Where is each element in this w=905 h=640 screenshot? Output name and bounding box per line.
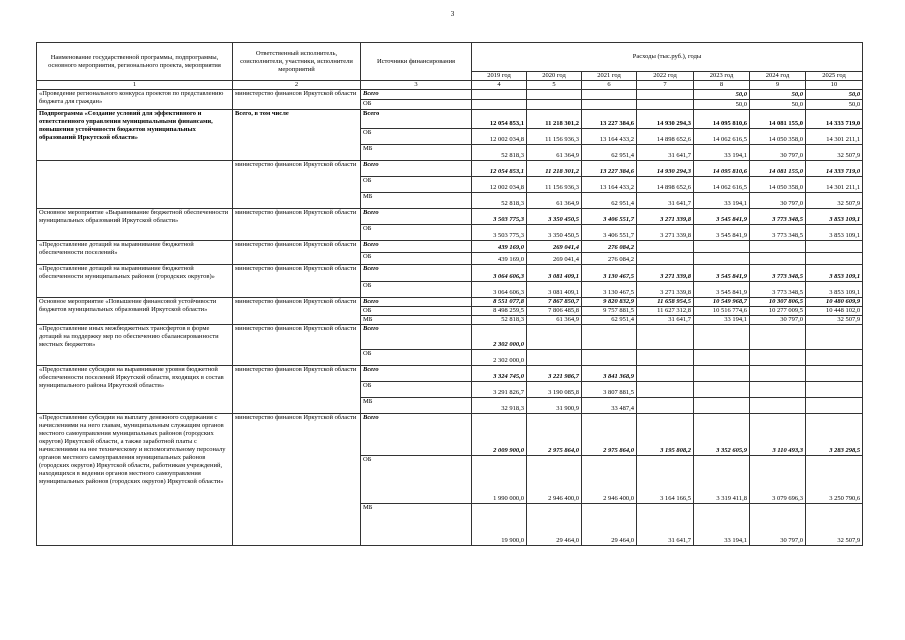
row-value-cell <box>694 241 750 253</box>
row-value-cell: 3 271 339,8 <box>637 225 694 241</box>
row-value-cell: 13 164 433,2 <box>582 177 637 193</box>
header-year: 2024 год <box>750 72 806 81</box>
header-source: Источники финансирования <box>361 43 472 81</box>
row-source-cell: ОБ <box>361 382 472 398</box>
row-value-cell: 10 307 806,5 <box>750 298 806 307</box>
row-value-cell <box>750 350 806 366</box>
row-value-cell: 32 507,9 <box>806 145 863 161</box>
header-index: 7 <box>637 81 694 90</box>
row-value-cell: 3 130 467,5 <box>582 282 637 298</box>
header-expenses: Расходы (тыс.руб.), годы <box>472 43 863 72</box>
row-value-cell: 276 084,2 <box>582 241 637 253</box>
row-value-cell: 8 551 077,8 <box>472 298 527 307</box>
table-row <box>37 209 863 225</box>
header-year: 2025 год <box>806 72 863 81</box>
row-value-cell <box>637 366 694 382</box>
row-value-cell: 29 464,0 <box>582 504 637 546</box>
row-executor-cell: министерство финансов Иркутской области <box>233 414 361 546</box>
header-index: 6 <box>582 81 637 90</box>
row-value-cell: 9 757 881,5 <box>582 307 637 316</box>
row-value-cell: 14 095 810,6 <box>694 161 750 177</box>
row-value-cell: 2 009 900,0 <box>472 414 527 456</box>
row-value-cell: 33 194,1 <box>694 316 750 325</box>
header-year: 2023 год <box>694 72 750 81</box>
header-index: 3 <box>361 81 472 90</box>
row-executor-cell: Всего, в том числе <box>233 110 361 161</box>
row-executor-cell: министерство финансов Иркутской области <box>233 161 361 209</box>
row-value-cell: 33 194,1 <box>694 193 750 209</box>
table-row <box>37 110 863 129</box>
row-value-cell <box>750 366 806 382</box>
row-name-cell: «Предоставление субсидии на выравнивание уровня бюджетной обеспеченности поселений Иркутской области, входящих в состав муниципального района Иркутской области» <box>37 366 233 414</box>
row-value-cell: 32 507,9 <box>806 193 863 209</box>
financing-table <box>36 42 863 546</box>
row-value-cell: 2 975 864,0 <box>582 414 637 456</box>
row-value-cell: 19 900,0 <box>472 504 527 546</box>
row-value-cell <box>694 398 750 414</box>
row-value-cell: 14 050 358,0 <box>750 129 806 145</box>
row-value-cell: 3 841 368,9 <box>582 366 637 382</box>
row-value-cell: 14 081 155,0 <box>750 110 806 129</box>
row-value-cell: 3 807 881,5 <box>582 382 637 398</box>
row-value-cell: 3 853 109,1 <box>806 225 863 241</box>
row-value-cell: 3 853 109,1 <box>806 265 863 282</box>
row-value-cell: 32 918,3 <box>472 398 527 414</box>
row-value-cell: 13 164 433,2 <box>582 129 637 145</box>
row-value-cell: 14 081 155,0 <box>750 161 806 177</box>
row-value-cell: 269 041,4 <box>527 241 582 253</box>
row-value-cell: 61 364,9 <box>527 145 582 161</box>
row-source-cell: ОБ <box>361 282 472 298</box>
header-name: Наименование государственной программы, подпрограммы, основного мероприятия, регионального проекта, мероприятия <box>37 43 233 81</box>
row-value-cell: 3 545 841,9 <box>694 225 750 241</box>
row-value-cell: 30 797,0 <box>750 193 806 209</box>
row-value-cell: 3 081 409,1 <box>527 265 582 282</box>
header-index-row <box>37 81 863 90</box>
row-value-cell: 12 054 853,1 <box>472 161 527 177</box>
row-name-cell: Основное мероприятие «Выравнивание бюджетной обеспеченности муниципальных образований Иркутской области» <box>37 209 233 241</box>
row-value-cell <box>806 382 863 398</box>
row-value-cell: 31 641,7 <box>637 193 694 209</box>
header-year: 2020 год <box>527 72 582 81</box>
row-source-cell: МБ <box>361 145 472 161</box>
row-value-cell: 3 283 298,5 <box>806 414 863 456</box>
row-value-cell <box>806 366 863 382</box>
row-value-cell <box>806 350 863 366</box>
row-value-cell: 3 271 339,8 <box>637 265 694 282</box>
row-value-cell: 11 156 936,3 <box>527 129 582 145</box>
row-value-cell: 3 773 348,5 <box>750 209 806 225</box>
row-source-cell: ОБ <box>361 177 472 193</box>
row-value-cell: 3 271 339,8 <box>637 209 694 225</box>
row-value-cell: 11 156 936,3 <box>527 177 582 193</box>
row-value-cell <box>637 241 694 253</box>
header-year: 2022 год <box>637 72 694 81</box>
row-value-cell: 14 333 719,0 <box>806 110 863 129</box>
row-source-cell: МБ <box>361 193 472 209</box>
row-value-cell: 3 079 696,3 <box>750 456 806 504</box>
row-value-cell: 3 164 166,5 <box>637 456 694 504</box>
row-value-cell: 33 194,1 <box>694 504 750 546</box>
row-value-cell <box>637 100 694 110</box>
row-value-cell: 2 302 000,0 <box>472 350 527 366</box>
row-value-cell: 12 002 034,8 <box>472 177 527 193</box>
row-value-cell <box>527 325 582 350</box>
row-value-cell: 3 773 348,5 <box>750 265 806 282</box>
row-value-cell <box>806 325 863 350</box>
row-source-cell: ОБ <box>361 307 472 316</box>
row-source-cell: Всего <box>361 110 472 129</box>
row-value-cell <box>750 398 806 414</box>
row-source-cell: Всего <box>361 209 472 225</box>
row-value-cell <box>806 253 863 265</box>
row-value-cell: 52 818,3 <box>472 193 527 209</box>
row-value-cell <box>472 90 527 100</box>
table-row <box>37 366 863 382</box>
row-value-cell: 10 480 609,9 <box>806 298 863 307</box>
row-value-cell: 8 498 259,5 <box>472 307 527 316</box>
row-value-cell: 14 062 616,5 <box>694 177 750 193</box>
financing-table-wrap <box>36 42 862 546</box>
row-value-cell: 3 773 348,5 <box>750 225 806 241</box>
row-value-cell: 32 507,9 <box>806 316 863 325</box>
table-row <box>37 298 863 307</box>
row-value-cell: 2 946 400,0 <box>582 456 637 504</box>
row-value-cell: 3 064 606,3 <box>472 265 527 282</box>
row-value-cell: 2 975 864,0 <box>527 414 582 456</box>
row-name-cell: «Предоставление дотаций на выравнивание бюджетной обеспеченности поселений» <box>37 241 233 265</box>
row-value-cell <box>750 241 806 253</box>
row-value-cell: 30 797,0 <box>750 316 806 325</box>
row-value-cell: 2 302 000,0 <box>472 325 527 350</box>
row-value-cell: 3 250 790,6 <box>806 456 863 504</box>
row-value-cell: 30 797,0 <box>750 145 806 161</box>
row-value-cell <box>637 253 694 265</box>
row-value-cell <box>637 398 694 414</box>
row-value-cell: 3 195 808,2 <box>637 414 694 456</box>
row-value-cell: 50,0 <box>694 100 750 110</box>
row-value-cell: 50,0 <box>806 90 863 100</box>
row-value-cell: 62 951,4 <box>582 193 637 209</box>
row-value-cell: 30 797,0 <box>750 504 806 546</box>
table-body <box>37 90 863 546</box>
row-value-cell: 14 930 294,3 <box>637 110 694 129</box>
row-value-cell: 439 169,0 <box>472 241 527 253</box>
row-value-cell: 14 095 810,6 <box>694 110 750 129</box>
row-value-cell: 3 190 085,8 <box>527 382 582 398</box>
row-value-cell: 33 487,4 <box>582 398 637 414</box>
table-row <box>37 90 863 100</box>
row-value-cell: 10 448 102,0 <box>806 307 863 316</box>
row-name-cell: «Проведение регионального конкурса проектов по представлению бюджета для граждан» <box>37 90 233 110</box>
header-index: 4 <box>472 81 527 90</box>
row-value-cell: 14 930 294,3 <box>637 161 694 177</box>
row-value-cell: 14 898 652,6 <box>637 129 694 145</box>
row-value-cell: 439 169,0 <box>472 253 527 265</box>
row-value-cell: 13 227 384,6 <box>582 161 637 177</box>
row-value-cell: 276 084,2 <box>582 253 637 265</box>
row-value-cell: 3 853 109,1 <box>806 282 863 298</box>
row-source-cell: Всего <box>361 414 472 456</box>
row-value-cell <box>582 350 637 366</box>
row-value-cell <box>694 366 750 382</box>
row-value-cell <box>527 350 582 366</box>
row-value-cell <box>694 382 750 398</box>
row-value-cell: 12 054 853,1 <box>472 110 527 129</box>
row-executor-cell: министерство финансов Иркутской области <box>233 209 361 241</box>
row-source-cell: Всего <box>361 90 472 100</box>
row-value-cell: 7 867 850,7 <box>527 298 582 307</box>
row-value-cell: 52 818,3 <box>472 316 527 325</box>
row-value-cell: 2 946 400,0 <box>527 456 582 504</box>
row-value-cell <box>637 350 694 366</box>
row-executor-cell: министерство финансов Иркутской области <box>233 265 361 298</box>
row-value-cell: 3 221 986,7 <box>527 366 582 382</box>
header-index: 8 <box>694 81 750 90</box>
header-year: 2019 год <box>472 72 527 81</box>
row-source-cell: Всего <box>361 241 472 253</box>
row-source-cell: ОБ <box>361 225 472 241</box>
row-value-cell <box>637 382 694 398</box>
row-value-cell <box>637 90 694 100</box>
row-value-cell: 3 350 450,5 <box>527 209 582 225</box>
row-value-cell: 11 658 954,5 <box>637 298 694 307</box>
row-value-cell: 61 364,9 <box>527 316 582 325</box>
table-row <box>37 241 863 253</box>
row-value-cell <box>527 90 582 100</box>
row-value-cell: 3 406 551,7 <box>582 209 637 225</box>
header-index: 1 <box>37 81 233 90</box>
row-source-cell: МБ <box>361 316 472 325</box>
row-value-cell: 269 041,4 <box>527 253 582 265</box>
row-executor-cell: министерство финансов Иркутской области <box>233 241 361 265</box>
row-value-cell: 9 820 832,9 <box>582 298 637 307</box>
row-value-cell: 3 545 841,9 <box>694 282 750 298</box>
row-source-cell: МБ <box>361 504 472 546</box>
header-index: 2 <box>233 81 361 90</box>
row-value-cell: 3 110 493,3 <box>750 414 806 456</box>
row-value-cell: 61 364,9 <box>527 193 582 209</box>
table-row <box>37 325 863 350</box>
row-value-cell: 31 641,7 <box>637 316 694 325</box>
row-value-cell: 10 516 774,6 <box>694 307 750 316</box>
row-value-cell: 29 464,0 <box>527 504 582 546</box>
row-value-cell: 14 333 719,0 <box>806 161 863 177</box>
row-value-cell: 3 503 775,3 <box>472 209 527 225</box>
row-value-cell <box>694 350 750 366</box>
row-value-cell: 62 951,4 <box>582 316 637 325</box>
row-value-cell: 3 271 339,8 <box>637 282 694 298</box>
row-value-cell: 14 301 211,1 <box>806 129 863 145</box>
row-name-cell: «Предоставление иных межбюджетных трансфертов в форме дотаций на поддержку мер по обеспечению сбалансированности местных бюджетов» <box>37 325 233 366</box>
table-row <box>37 265 863 282</box>
row-value-cell: 14 898 652,6 <box>637 177 694 193</box>
row-executor-cell: министерство финансов Иркутской области <box>233 90 361 110</box>
row-name-cell: «Предоставление субсидии на выплату денежного содержания с начислениями на него главам, муниципальным служащим органов местного самоуправления муниципальных районов (городских округов) Иркутской области, а также заработной платы с начислениями на нее техническому и вспомогательному персоналу органов местного самоуправления муниципальных районов (городских округов) Иркутской области, работникам учреждений, находящихся в ведении органов местного самоуправления муниципальных районов (городских округов) Иркутской области» <box>37 414 233 546</box>
row-value-cell: 10 277 009,5 <box>750 307 806 316</box>
row-value-cell <box>694 253 750 265</box>
row-value-cell: 32 507,9 <box>806 504 863 546</box>
row-source-cell: ОБ <box>361 253 472 265</box>
row-value-cell <box>750 325 806 350</box>
row-source-cell: Всего <box>361 325 472 350</box>
row-value-cell: 11 218 301,2 <box>527 161 582 177</box>
row-value-cell: 50,0 <box>750 90 806 100</box>
row-value-cell: 3 291 826,7 <box>472 382 527 398</box>
row-value-cell: 11 218 301,2 <box>527 110 582 129</box>
header-year: 2021 год <box>582 72 637 81</box>
row-value-cell <box>637 325 694 350</box>
row-value-cell: 3 350 450,5 <box>527 225 582 241</box>
row-value-cell: 3 064 606,3 <box>472 282 527 298</box>
row-value-cell: 3 503 775,3 <box>472 225 527 241</box>
row-value-cell: 3 324 745,0 <box>472 366 527 382</box>
row-value-cell <box>806 398 863 414</box>
row-value-cell: 3 406 551,7 <box>582 225 637 241</box>
row-value-cell: 14 301 211,1 <box>806 177 863 193</box>
row-value-cell: 11 627 312,8 <box>637 307 694 316</box>
header-index: 9 <box>750 81 806 90</box>
row-value-cell <box>582 100 637 110</box>
row-value-cell: 7 806 485,8 <box>527 307 582 316</box>
row-value-cell: 50,0 <box>806 100 863 110</box>
row-value-cell <box>582 90 637 100</box>
row-name-cell: Основное мероприятие «Повышение финансовой устойчивости бюджетов муниципальных образований Иркутской области» <box>37 298 233 325</box>
row-value-cell: 3 545 841,9 <box>694 209 750 225</box>
row-source-cell: ОБ <box>361 350 472 366</box>
row-source-cell: Всего <box>361 298 472 307</box>
row-source-cell: Всего <box>361 366 472 382</box>
row-source-cell: ОБ <box>361 456 472 504</box>
row-source-cell: Всего <box>361 265 472 282</box>
row-value-cell: 62 951,4 <box>582 145 637 161</box>
row-value-cell <box>750 382 806 398</box>
row-value-cell: 14 050 358,0 <box>750 177 806 193</box>
row-value-cell <box>694 325 750 350</box>
row-executor-cell: министерство финансов Иркутской области <box>233 366 361 414</box>
row-value-cell: 1 990 000,0 <box>472 456 527 504</box>
row-value-cell: 52 818,3 <box>472 145 527 161</box>
row-value-cell: 3 081 409,1 <box>527 282 582 298</box>
row-value-cell: 31 900,9 <box>527 398 582 414</box>
row-value-cell <box>806 241 863 253</box>
header-executor: Ответственный исполнитель, соисполнители, участники, исполнители мероприятий <box>233 43 361 81</box>
row-name-cell <box>37 161 233 209</box>
row-value-cell: 13 227 384,6 <box>582 110 637 129</box>
row-value-cell: 14 062 616,5 <box>694 129 750 145</box>
table-row <box>37 161 863 177</box>
row-value-cell: 31 641,7 <box>637 145 694 161</box>
row-value-cell: 3 352 605,9 <box>694 414 750 456</box>
row-value-cell: 31 641,7 <box>637 504 694 546</box>
row-value-cell: 3 130 467,5 <box>582 265 637 282</box>
row-value-cell <box>582 325 637 350</box>
row-value-cell <box>750 253 806 265</box>
row-value-cell: 50,0 <box>750 100 806 110</box>
row-value-cell: 12 002 034,8 <box>472 129 527 145</box>
row-source-cell: Всего <box>361 161 472 177</box>
header-row <box>37 43 863 72</box>
row-value-cell: 33 194,1 <box>694 145 750 161</box>
header-index: 10 <box>806 81 863 90</box>
row-value-cell: 3 773 348,5 <box>750 282 806 298</box>
row-value-cell: 3 545 841,9 <box>694 265 750 282</box>
row-value-cell: 10 549 968,7 <box>694 298 750 307</box>
row-value-cell: 50,0 <box>694 90 750 100</box>
row-source-cell: МБ <box>361 398 472 414</box>
row-value-cell: 3 853 109,1 <box>806 209 863 225</box>
row-value-cell <box>472 100 527 110</box>
row-source-cell: ОБ <box>361 100 472 110</box>
header-index: 5 <box>527 81 582 90</box>
row-value-cell: 3 319 411,8 <box>694 456 750 504</box>
row-name-cell: Подпрограмма «Создание условий для эффективного и ответственного управления муниципальными финансами, повышения устойчивости бюджетов муниципальных образований Иркутской области» <box>37 110 233 161</box>
row-executor-cell: министерство финансов Иркутской области <box>233 325 361 366</box>
row-source-cell: ОБ <box>361 129 472 145</box>
table-row <box>37 414 863 456</box>
row-name-cell: «Предоставление дотаций на выравнивание бюджетной обеспеченности муниципальных районов (городских округов)» <box>37 265 233 298</box>
row-executor-cell: министерство финансов Иркутской области <box>233 298 361 325</box>
row-value-cell <box>527 100 582 110</box>
page-number: 3 <box>450 10 455 18</box>
